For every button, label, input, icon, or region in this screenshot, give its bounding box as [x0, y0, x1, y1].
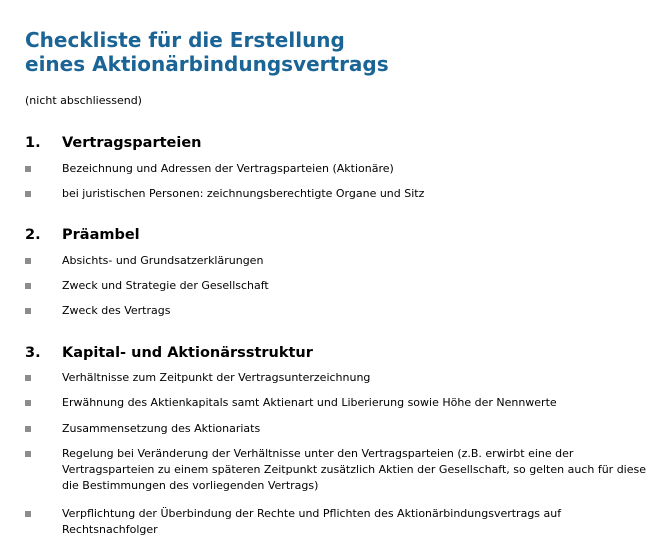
bullet-marker — [25, 451, 31, 457]
list-item-text: Bezeichnung und Adressen der Vertragsparteien (Aktionäre) — [62, 162, 394, 175]
bullet-marker — [25, 426, 31, 432]
title-line-2: eines Aktionärbindungsvertrags — [25, 52, 389, 76]
section-heading-3 — [25, 344, 313, 362]
list-item-text: Erwähnung des Aktienkapitals samt Aktienart und Liberierung sowie Höhe der Nennwerte — [62, 396, 557, 409]
list-item-text: Absichts- und Grundsatzerklärungen — [62, 254, 264, 267]
bullet-marker — [25, 400, 31, 406]
bullet-marker — [25, 283, 31, 289]
bullet-marker — [25, 258, 31, 264]
bullet-marker — [25, 191, 31, 197]
title-line-1: Checkliste für die Erstellung — [25, 28, 345, 52]
document-title — [25, 28, 389, 76]
document-subtitle: (nicht abschliessend) — [25, 94, 142, 107]
bullet-marker — [25, 166, 31, 172]
list-item-text: Zweck des Vertrags — [62, 304, 171, 317]
bullet-marker — [25, 308, 31, 314]
list-item-text: Zweck und Strategie der Gesellschaft — [62, 279, 269, 292]
list-item-text: Verhältnisse zum Zeitpunkt der Vertragsunterzeichnung — [62, 371, 371, 384]
bullet-marker — [25, 375, 31, 381]
list-item-text: Zusammensetzung des Aktionariats — [62, 422, 261, 435]
list-item-text: Verpflichtung der Überbindung der Rechte und Pflichten des Aktionärbindungsvertrags auf Rechtsnachfolger — [62, 507, 562, 536]
section-title: Vertragsparteien — [62, 135, 202, 151]
section-number: 1. — [25, 135, 41, 151]
bullet-marker — [25, 511, 31, 517]
section-number: 2. — [25, 227, 41, 243]
section-heading-1 — [25, 134, 202, 152]
list-item-text: bei juristischen Personen: zeichnungsberechtigte Organe und Sitz — [62, 187, 425, 200]
list-item-text: Regelung bei Veränderung der Verhältnisse unter den Vertragsparteien (z.B. erwirbt eine der Vertragsparteien zu einem späteren Zeitpunkt zusätzlich Aktien der Gesellschaft, so gelten auch für diese die Bestimmungen des vorliegenden Vertrags) — [62, 447, 647, 492]
section-heading-2 — [25, 226, 140, 244]
section-title: Kapital- und Aktionärsstruktur — [62, 345, 313, 361]
section-title: Präambel — [62, 227, 140, 243]
section-number: 3. — [25, 345, 41, 361]
